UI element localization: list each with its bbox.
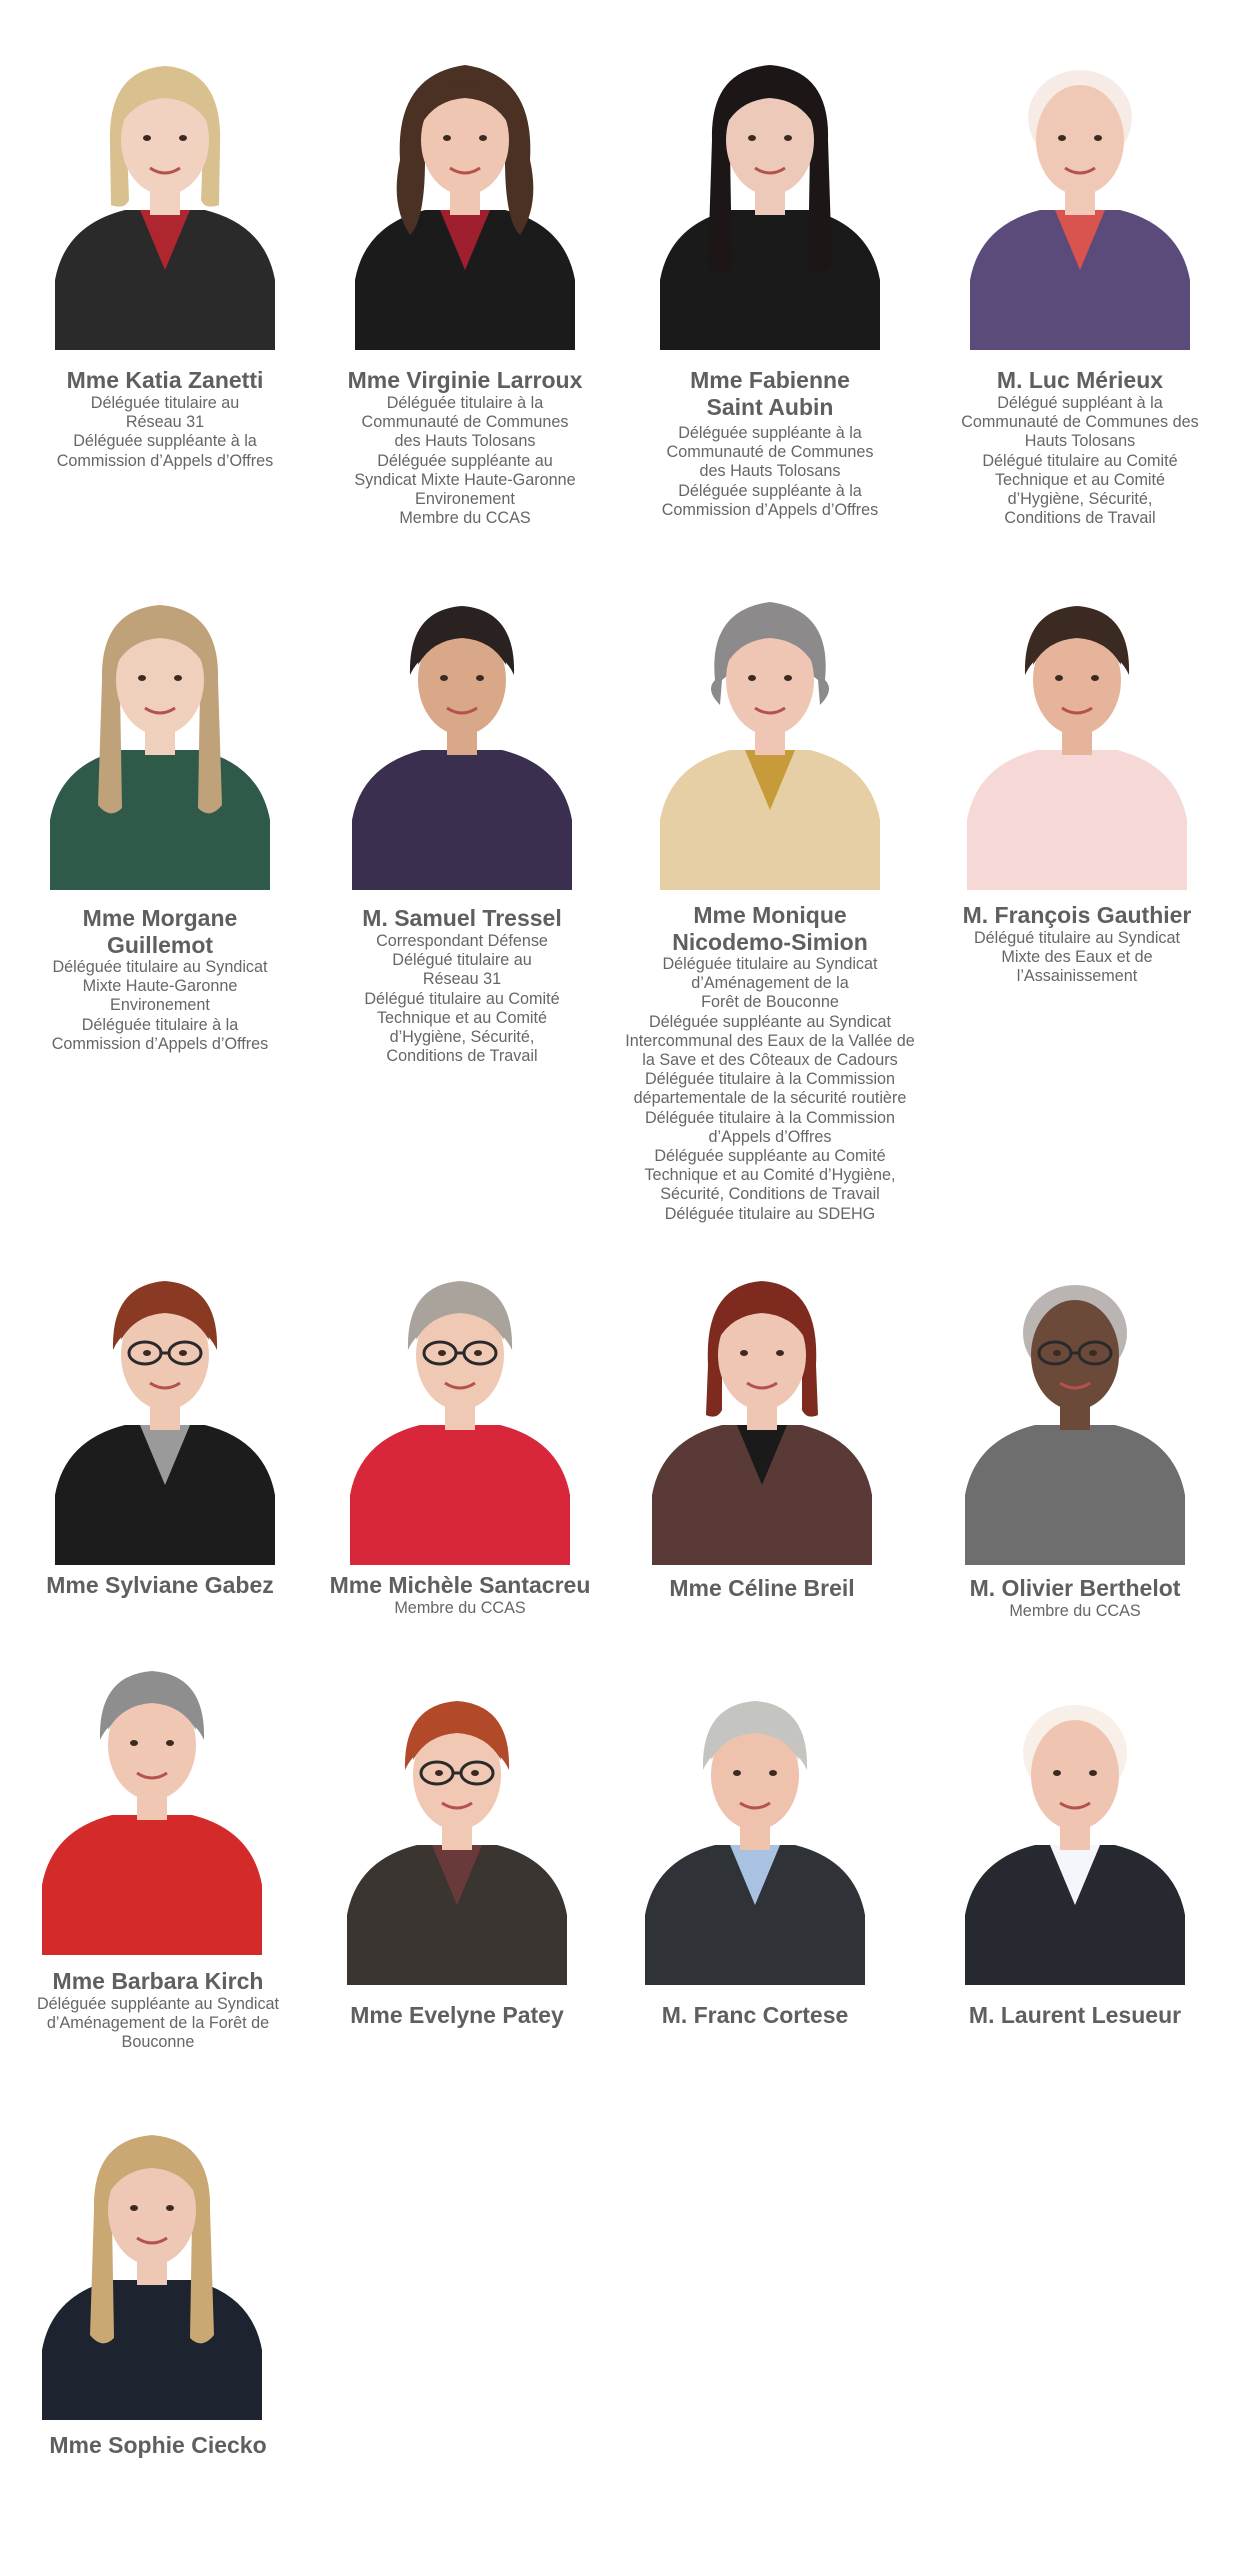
role-line: Déléguée suppléante au Syndicat bbox=[648, 1012, 892, 1031]
portrait-m-laurent-lesueur bbox=[965, 1665, 1185, 1985]
member-name: M. Samuel Tressel bbox=[362, 905, 562, 931]
member-roles bbox=[0, 1995, 323, 2053]
role-line: d’Appels d’Offres bbox=[708, 1127, 832, 1146]
member-roles bbox=[297, 932, 627, 1066]
portrait-m-luc-merieux bbox=[970, 30, 1190, 350]
member-name: Mme Katia Zanetti bbox=[66, 367, 264, 393]
member-roles bbox=[605, 955, 935, 1224]
role-line: Technique et au Comité d’Hygiène, bbox=[644, 1166, 896, 1185]
member-name: M. Franc Cortese bbox=[661, 2002, 849, 2028]
role-line: la Save et des Côteaux de Cadours bbox=[642, 1051, 898, 1070]
role-line: Communauté de Communes des bbox=[961, 413, 1199, 432]
role-line: Délégué suppléant à la bbox=[997, 394, 1163, 412]
role-line: Bouconne bbox=[121, 2033, 195, 2052]
role-line: Syndicat Mixte Haute-Garonne bbox=[354, 470, 576, 489]
portrait-m-franc-cortese bbox=[645, 1665, 865, 1985]
role-line: Déléguée suppléante à la bbox=[73, 432, 257, 451]
member-roles bbox=[0, 394, 330, 471]
role-line: Communauté de Communes bbox=[666, 443, 874, 462]
member-name: Mme Sophie Ciecko bbox=[49, 2432, 267, 2458]
role-line: d’Hygiène, Sécurité, bbox=[1007, 490, 1153, 509]
role-line: Commission d’Appels d’Offres bbox=[51, 1034, 269, 1053]
portrait-mme-virginie-larroux bbox=[355, 30, 575, 350]
portrait-mme-michele-santacreu bbox=[350, 1245, 570, 1565]
role-line: Déléguée titulaire au Syndicat bbox=[52, 958, 268, 976]
role-line: Déléguée titulaire au SDEHG bbox=[664, 1204, 876, 1223]
role-line: Délégué titulaire au bbox=[392, 951, 532, 970]
role-line: Technique et au Comité bbox=[994, 470, 1166, 489]
member-name: Mme Virginie Larroux bbox=[347, 367, 583, 393]
role-line: Déléguée suppléante au bbox=[377, 451, 553, 470]
portrait-mme-barbara-kirch bbox=[42, 1635, 262, 1955]
role-line: Délégué titulaire au Syndicat bbox=[973, 929, 1181, 947]
role-line: Forêt de Bouconne bbox=[701, 993, 839, 1012]
member-name: Mme Michèle Santacreu bbox=[329, 1572, 591, 1598]
role-line: Mixte des Eaux et de bbox=[1001, 948, 1153, 967]
role-line: Correspondant Défense bbox=[376, 932, 548, 950]
portrait-m-francois-gauthier bbox=[967, 570, 1187, 890]
portrait-m-olivier-berthelot bbox=[965, 1245, 1185, 1565]
role-line: Commission d’Appels d’Offres bbox=[56, 451, 274, 470]
member-name: Mme Fabienne Saint Aubin bbox=[690, 367, 850, 420]
portrait-mme-katia-zanetti bbox=[55, 30, 275, 350]
role-line: Mixte Haute-Garonne bbox=[82, 977, 238, 996]
role-line: Environement bbox=[110, 996, 210, 1015]
role-line: Conditions de Travail bbox=[1004, 509, 1156, 528]
role-line: Communauté de Communes bbox=[361, 413, 569, 432]
role-line: départementale de la sécurité routière bbox=[633, 1089, 907, 1108]
member-roles bbox=[910, 1602, 1240, 1621]
portrait-mme-monique-nicodemo-simion bbox=[660, 570, 880, 890]
member-name: Mme Sylviane Gabez bbox=[46, 1572, 274, 1598]
role-line: Hauts Tolosans bbox=[1024, 432, 1136, 451]
member-roles bbox=[912, 929, 1242, 987]
role-line: des Hauts Tolosans bbox=[699, 462, 841, 481]
member-roles bbox=[915, 394, 1245, 528]
member-name: Mme Morgane Guillemot bbox=[82, 905, 238, 958]
portrait-mme-fabienne-saint-aubin bbox=[660, 30, 880, 350]
portrait-mme-morgane-guillemot bbox=[50, 570, 270, 890]
portrait-mme-celine-breil bbox=[652, 1245, 872, 1565]
portrait-mme-evelyne-patey bbox=[347, 1665, 567, 1985]
portrait-m-samuel-tressel bbox=[352, 570, 572, 890]
member-name: Mme Monique Nicodemo-Simion bbox=[672, 902, 868, 955]
role-line: Déléguée suppléante au Comité bbox=[654, 1147, 886, 1166]
role-line: Délégué titulaire au Comité bbox=[982, 451, 1178, 470]
member-name: Mme Barbara Kirch bbox=[52, 1968, 264, 1994]
role-line: d’Aménagement de la Forêt de bbox=[46, 2014, 270, 2033]
member-roles bbox=[605, 424, 935, 520]
member-roles bbox=[0, 958, 325, 1054]
portrait-mme-sophie-ciecko bbox=[42, 2100, 262, 2420]
member-name: Mme Evelyne Patey bbox=[350, 2002, 564, 2028]
role-line: Déléguée titulaire au Syndicat bbox=[662, 955, 878, 973]
role-line: Commission d’Appels d’Offres bbox=[661, 500, 879, 519]
member-name: Mme Céline Breil bbox=[669, 1575, 855, 1601]
role-line: Déléguée suppléante au Syndicat bbox=[36, 1995, 280, 2013]
role-line: Intercommunal des Eaux de la Vallée de bbox=[625, 1031, 915, 1050]
role-line: Membre du CCAS bbox=[1009, 1602, 1141, 1620]
role-line: Déléguée titulaire au bbox=[90, 394, 240, 412]
role-line: Membre du CCAS bbox=[399, 509, 531, 528]
role-line: d’Aménagement de la bbox=[691, 974, 849, 993]
role-line: Déléguée titulaire à la Commission bbox=[644, 1108, 896, 1127]
member-roles bbox=[295, 1599, 625, 1618]
role-line: Déléguée suppléante à la bbox=[678, 481, 862, 500]
role-line: Réseau 31 bbox=[125, 413, 205, 432]
member-name: M. François Gauthier bbox=[962, 902, 1192, 928]
member-name: M. Luc Mérieux bbox=[996, 367, 1164, 393]
portrait-mme-sylviane-gabez bbox=[55, 1245, 275, 1565]
role-line: Déléguée titulaire à la Commission bbox=[644, 1070, 896, 1089]
role-line: d’Hygiène, Sécurité, bbox=[389, 1028, 535, 1047]
role-line: Déléguée suppléante à la bbox=[678, 424, 862, 442]
role-line: Réseau 31 bbox=[422, 970, 502, 989]
role-line: Membre du CCAS bbox=[394, 1599, 526, 1617]
role-line: l’Assainissement bbox=[1016, 967, 1138, 986]
role-line: Déléguée titulaire à la bbox=[81, 1015, 239, 1034]
member-name: M. Olivier Berthelot bbox=[969, 1575, 1181, 1601]
role-line: Conditions de Travail bbox=[386, 1047, 538, 1066]
role-line: des Hauts Tolosans bbox=[394, 432, 536, 451]
role-line: Technique et au Comité bbox=[376, 1008, 548, 1027]
role-line: Environement bbox=[415, 490, 515, 509]
role-line: Sécurité, Conditions de Travail bbox=[660, 1185, 880, 1204]
role-line: Délégué titulaire au Comité bbox=[364, 989, 560, 1008]
member-roles bbox=[300, 394, 630, 528]
member-name: M. Laurent Lesueur bbox=[968, 2002, 1182, 2028]
role-line: Déléguée titulaire à la bbox=[386, 394, 544, 412]
